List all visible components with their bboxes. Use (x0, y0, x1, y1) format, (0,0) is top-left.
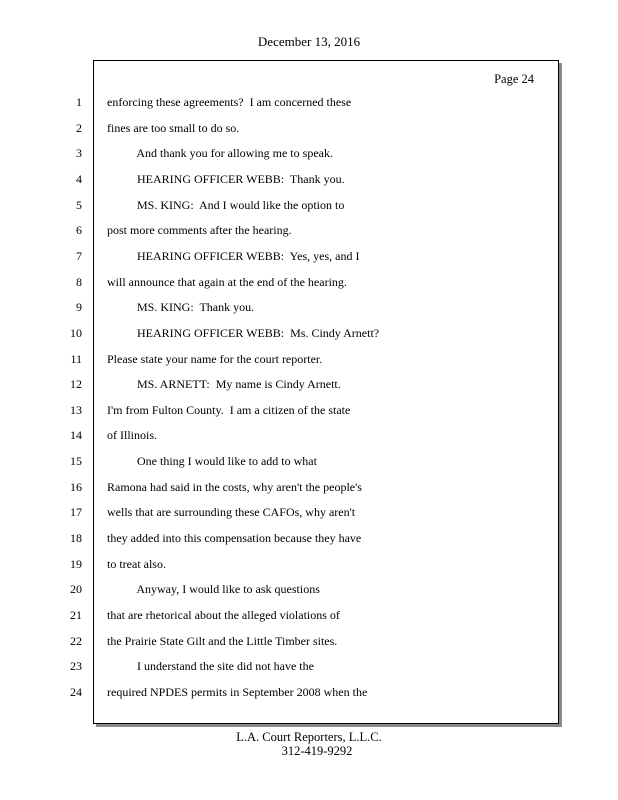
line-number: 24 (70, 684, 82, 699)
footer-phone: 312-419-9292 (281, 744, 353, 758)
page-number: Page 24 (494, 72, 534, 86)
line-number: 14 (70, 428, 82, 443)
line-number: 3 (76, 146, 82, 161)
line-text: And thank you for allowing me to speak. (107, 146, 333, 161)
line-text: post more comments after the hearing. (107, 223, 292, 238)
line-number: 17 (70, 505, 82, 520)
line-number: 22 (70, 633, 82, 648)
line-number: 2 (76, 120, 82, 135)
line-text: will announce that again at the end of the hearing. (107, 274, 347, 289)
line-number: 10 (70, 325, 82, 340)
line-number: 13 (70, 402, 82, 417)
line-number: 21 (70, 608, 82, 622)
line-text: they added into this compensation because they have (107, 531, 362, 546)
line-text: MS. KING: And I would like the option to (107, 197, 345, 212)
line-number: 18 (70, 531, 82, 546)
line-number: 19 (70, 556, 82, 571)
line-text: the Prairie State Gilt and the Little Timber sites. (107, 633, 338, 648)
footer-company: L.A. Court Reporters, L.L.C. (236, 730, 382, 744)
line-number: 7 (76, 248, 82, 263)
line-text: HEARING OFFICER WEBB: Yes, yes, and I (107, 248, 360, 263)
line-text: fines are too small to do so. (107, 120, 240, 135)
line-number: 1 (76, 95, 82, 109)
line-text: of Illinois. (107, 428, 157, 443)
line-text: Ramona had said in the costs, why aren't the people's (107, 479, 362, 494)
line-text: HEARING OFFICER WEBB: Ms. Cindy Arnett? (107, 325, 380, 340)
footer (0, 730, 618, 758)
line-text: Anyway, I would like to ask questions (107, 582, 320, 597)
line-number: 5 (76, 197, 82, 212)
line-number: 8 (76, 274, 82, 289)
line-number: 4 (76, 171, 82, 186)
line-number: 6 (76, 223, 82, 238)
line-text: that are rhetorical about the alleged violations of (107, 608, 340, 622)
line-number: 20 (70, 582, 82, 597)
line-number: 15 (70, 454, 82, 469)
line-number: 11 (70, 351, 82, 366)
line-text: One thing I would like to add to what (107, 454, 317, 469)
line-text: MS. ARNETT: My name is Cindy Arnett. (107, 377, 341, 392)
line-number: 16 (70, 479, 82, 494)
line-text: Please state your name for the court reporter. (107, 351, 323, 366)
line-text: required NPDES permits in September 2008 when the (107, 684, 368, 699)
line-number: 23 (70, 659, 82, 674)
line-text: MS. KING: Thank you. (107, 300, 255, 315)
line-text: I understand the site did not have the (107, 659, 314, 674)
line-text: to treat also. (107, 556, 166, 571)
header-date: December 13, 2016 (257, 34, 361, 49)
line-text: I'm from Fulton County. I am a citizen of the state (107, 402, 351, 417)
line-number: 9 (76, 300, 82, 315)
line-number: 12 (70, 377, 82, 392)
line-text: HEARING OFFICER WEBB: Thank you. (107, 171, 345, 186)
line-text: enforcing these agreements? I am concerned these (107, 95, 352, 109)
line-text: wells that are surrounding these CAFOs, why aren't (107, 505, 356, 520)
